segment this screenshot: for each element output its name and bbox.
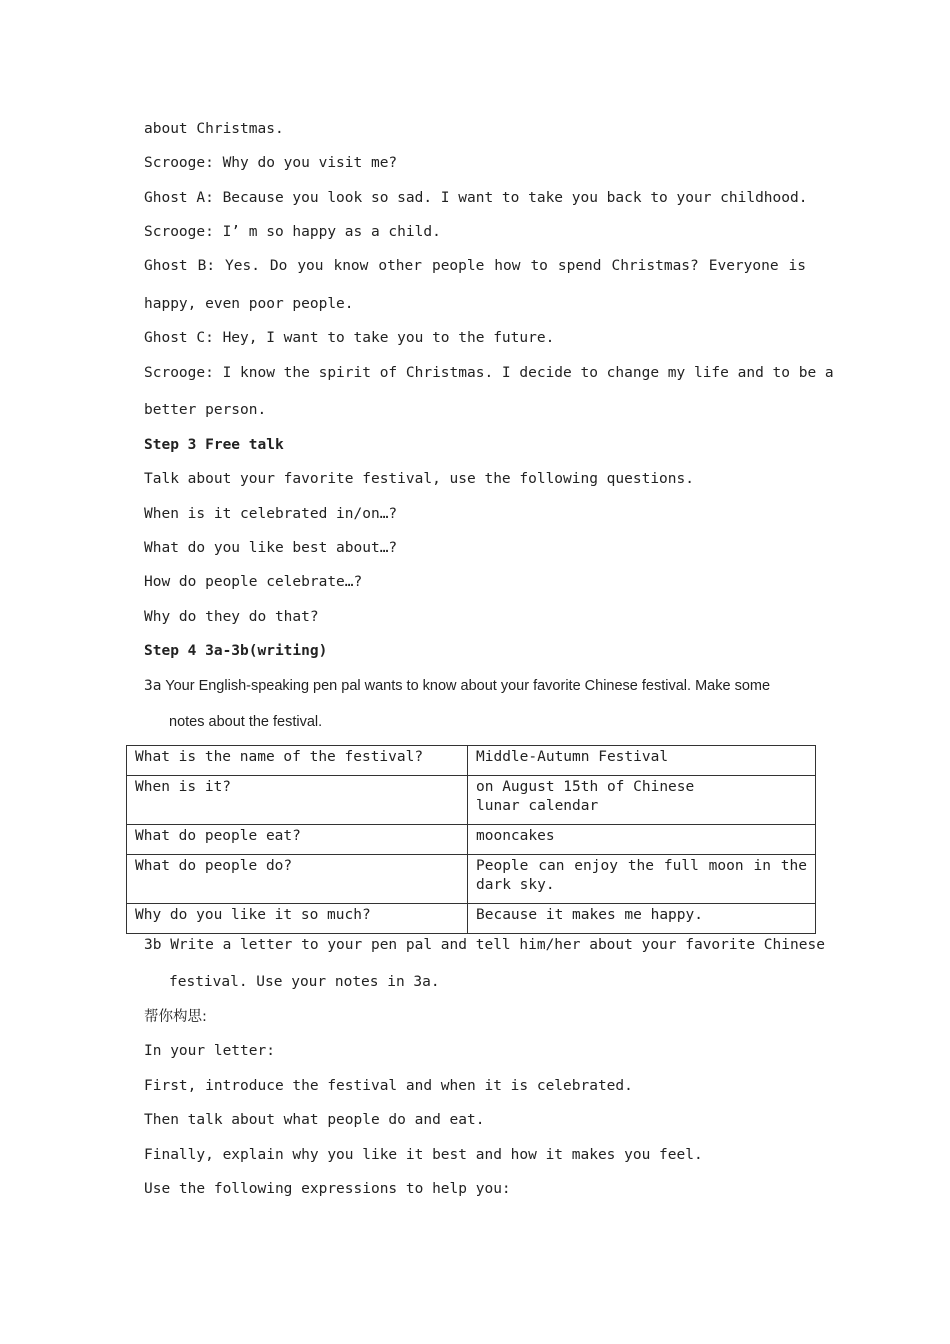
table-answer: on August 15th of Chinese lunar calendar bbox=[468, 776, 816, 825]
task-3a-line bbox=[144, 676, 770, 696]
table-answer: mooncakes bbox=[468, 825, 816, 855]
task-3b-line: festival. Use your notes in 3a. bbox=[169, 974, 440, 990]
dialogue-line: about Christmas. bbox=[144, 121, 284, 137]
table-question: What do people do? bbox=[127, 855, 468, 904]
task-3a-line: notes about the festival. bbox=[169, 714, 323, 730]
dialogue-line: better person. bbox=[144, 402, 267, 418]
step3-heading: Step 3 Free talk bbox=[144, 437, 284, 453]
table-question: Why do you like it so much? bbox=[127, 904, 468, 934]
task-3b-line: 3b Write a letter to your pen pal and tell him/her about your favorite Chinese bbox=[144, 937, 825, 953]
task-3a-label: 3a bbox=[144, 678, 162, 694]
dialogue-line: Scrooge: I’ m so happy as a child. bbox=[144, 224, 441, 240]
task-3a-text: Your English-speaking pen pal wants to know about your favorite Chinese festival. Make some bbox=[165, 678, 771, 694]
table-answer: People can enjoy the full moon in the dark sky. bbox=[468, 855, 816, 904]
help-line: Finally, explain why you like it best and how it makes you feel. bbox=[144, 1147, 703, 1163]
step3-question: How do people celebrate…? bbox=[144, 574, 363, 590]
table-row bbox=[127, 776, 816, 825]
festival-notes-table bbox=[126, 745, 816, 934]
dialogue-line: Ghost B: Yes. Do you know other people how to spend Christmas? Everyone is bbox=[144, 258, 806, 274]
step3-line: Talk about your favorite festival, use the following questions. bbox=[144, 471, 694, 487]
table-answer: Middle-Autumn Festival bbox=[468, 746, 816, 776]
step3-question: When is it celebrated in/on…? bbox=[144, 506, 398, 522]
dialogue-line: Scrooge: Why do you visit me? bbox=[144, 155, 398, 171]
table-row bbox=[127, 825, 816, 855]
dialogue-line: happy, even poor people. bbox=[144, 296, 354, 312]
step3-question: Why do they do that? bbox=[144, 609, 319, 625]
table-row bbox=[127, 746, 816, 776]
help-line: First, introduce the festival and when it is celebrated. bbox=[144, 1078, 633, 1094]
table-question: What is the name of the festival? bbox=[127, 746, 468, 776]
help-line: Use the following expressions to help you: bbox=[144, 1181, 511, 1197]
help-heading: 帮你构思: bbox=[144, 1009, 207, 1025]
step3-question: What do you like best about…? bbox=[144, 540, 398, 556]
help-line: In your letter: bbox=[144, 1043, 275, 1059]
dialogue-line: Ghost A: Because you look so sad. I want to take you back to your childhood. bbox=[144, 190, 808, 206]
table-row bbox=[127, 855, 816, 904]
help-line: Then talk about what people do and eat. bbox=[144, 1112, 485, 1128]
table-row bbox=[127, 904, 816, 934]
table-question: What do people eat? bbox=[127, 825, 468, 855]
table-question: When is it? bbox=[127, 776, 468, 825]
table-answer: Because it makes me happy. bbox=[468, 904, 816, 934]
dialogue-line: Ghost C: Hey, I want to take you to the future. bbox=[144, 330, 555, 346]
dialogue-line: Scrooge: I know the spirit of Christmas. I decide to change my life and to be a bbox=[144, 365, 834, 381]
step4-heading: Step 4 3a-3b(writing) bbox=[144, 643, 328, 659]
